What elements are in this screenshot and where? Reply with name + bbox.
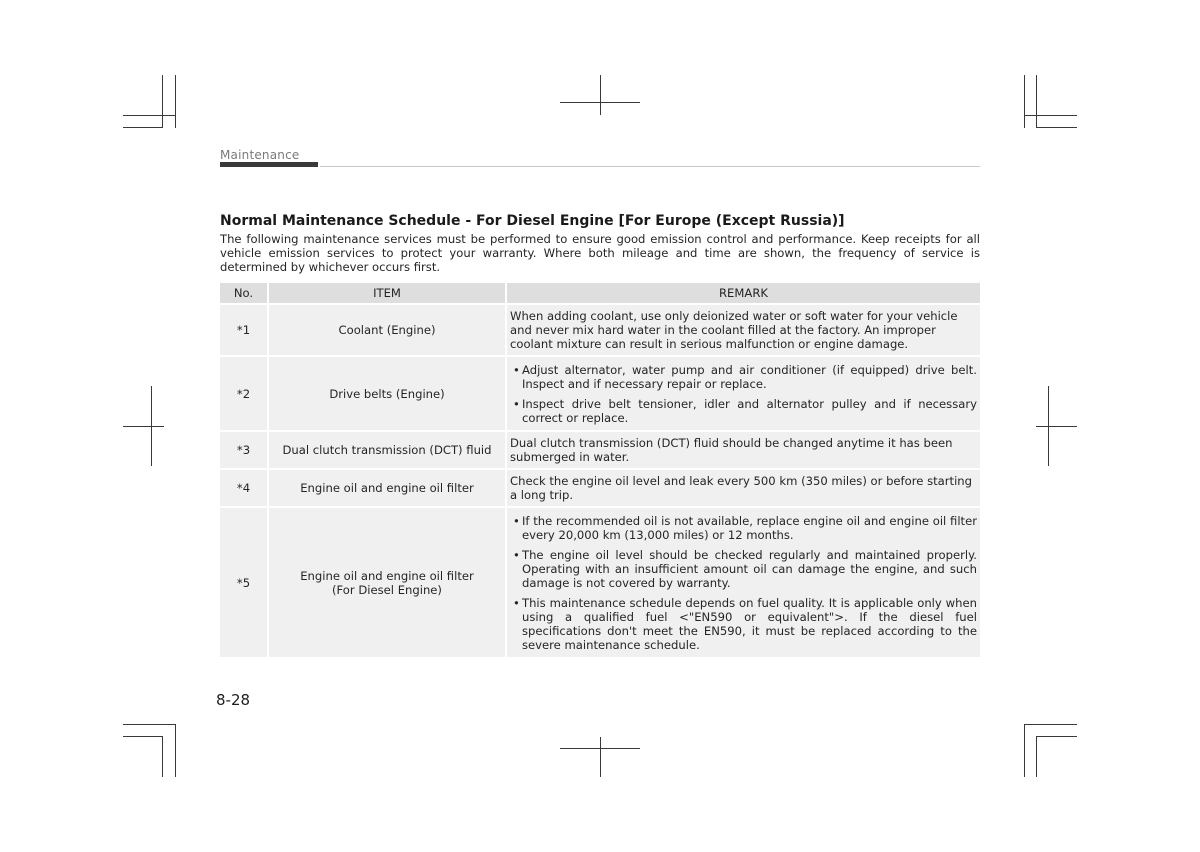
row-remark bbox=[506, 507, 980, 657]
crop-mark bbox=[1024, 724, 1077, 725]
crop-mark bbox=[1036, 736, 1077, 737]
item-text: Engine oil and engine oil filter bbox=[300, 481, 474, 495]
remark-bullet: • If the recommended oil is not available, replace engine oil and engine oil filter every 20,000 km (13,000 miles) or 12 months. bbox=[510, 514, 977, 542]
remark-list bbox=[510, 514, 977, 652]
remark-text: Dual clutch transmission (DCT) fluid should be changed anytime it has been submerged in water. bbox=[510, 436, 953, 464]
row-number: *1 bbox=[220, 304, 268, 356]
item-text: Coolant (Engine) bbox=[338, 323, 436, 337]
row-remark bbox=[506, 469, 980, 507]
remark-text: Check the engine oil level and leak every 500 km (350 miles) or before starting a long trip. bbox=[510, 474, 972, 502]
crop-mark bbox=[1024, 115, 1077, 116]
remark-list bbox=[510, 363, 977, 425]
header-divider bbox=[320, 166, 980, 167]
row-item bbox=[268, 469, 506, 507]
crop-mark bbox=[1024, 724, 1025, 777]
row-remark bbox=[506, 431, 980, 469]
table-row bbox=[220, 507, 980, 657]
row-item bbox=[268, 304, 506, 356]
crop-mark bbox=[1036, 426, 1077, 427]
row-remark bbox=[506, 356, 980, 431]
remark-bullet: • Adjust alternator, water pump and air conditioner (if equipped) drive belt. Inspect and if necessary repair or replace. bbox=[510, 363, 977, 391]
table-row bbox=[220, 304, 980, 356]
row-number: *4 bbox=[220, 469, 268, 507]
crop-mark bbox=[123, 426, 164, 427]
remark-bullet: • This maintenance schedule depends on fuel quality. It is applicable only when using a qualified fuel <"EN590 or equivalent">. If the diesel fuel specifications don't meet the EN590, it must be replaced according to the severe maintenance schedule. bbox=[510, 596, 977, 652]
column-header-no: No. bbox=[220, 283, 268, 304]
crop-mark bbox=[560, 102, 640, 103]
page-number: 8-28 bbox=[216, 691, 251, 709]
row-item bbox=[268, 356, 506, 431]
crop-mark bbox=[1024, 75, 1025, 128]
table-header-row bbox=[220, 283, 980, 304]
crop-mark bbox=[123, 127, 163, 128]
row-number: *2 bbox=[220, 356, 268, 431]
item-text: Engine oil and engine oil filter bbox=[300, 568, 474, 583]
section-bar bbox=[220, 162, 318, 167]
item-text: Drive belts (Engine) bbox=[329, 386, 445, 401]
crop-mark bbox=[1036, 127, 1077, 128]
table-row bbox=[220, 431, 980, 469]
crop-mark bbox=[123, 724, 176, 725]
item-subtext: (For Diesel Engine) bbox=[332, 582, 442, 597]
item-text: Dual clutch transmission (DCT) fluid bbox=[282, 443, 492, 457]
maintenance-table bbox=[220, 283, 980, 657]
remark-bullet: • Inspect drive belt tensioner, idler and alternator pulley and if necessary correct or replace. bbox=[510, 397, 977, 425]
crop-mark bbox=[175, 724, 176, 777]
crop-mark bbox=[600, 75, 601, 115]
column-header-remark: REMARK bbox=[506, 283, 980, 304]
table-row bbox=[220, 356, 980, 431]
column-header-item: ITEM bbox=[268, 283, 506, 304]
table-row bbox=[220, 469, 980, 507]
crop-mark bbox=[600, 737, 601, 777]
page-title: Normal Maintenance Schedule - For Diesel Engine [For Europe (Except Russia)] bbox=[220, 213, 845, 229]
crop-mark bbox=[162, 736, 163, 777]
row-remark bbox=[506, 304, 980, 356]
crop-mark bbox=[175, 75, 176, 128]
crop-mark bbox=[1036, 75, 1037, 128]
page-content bbox=[220, 212, 980, 657]
remark-bullet: • The engine oil level should be checked regularly and maintained properly. Operating with an insufficient amount oil can damage the engine, and such damage is not covered by warranty. bbox=[510, 548, 977, 590]
crop-mark bbox=[162, 75, 163, 128]
intro-paragraph: The following maintenance services must be performed to ensure good emission control and performance. Keep receipts for all vehicle emission services to protect your warranty. Where both mileage and time are shown, the frequency of service is determined by whichever occurs first. bbox=[220, 232, 980, 274]
remark-text: When adding coolant, use only deionized water or soft water for your vehicle and never mix hard water in the coolant filled at the factory. An improper coolant mixture can result in serious malfunction or engine damage. bbox=[510, 309, 958, 351]
row-item bbox=[268, 431, 506, 469]
section-label: Maintenance bbox=[220, 148, 300, 162]
row-number: *3 bbox=[220, 431, 268, 469]
row-item bbox=[268, 507, 506, 657]
crop-mark bbox=[123, 115, 176, 116]
row-number: *5 bbox=[220, 507, 268, 657]
crop-mark bbox=[123, 736, 163, 737]
crop-mark bbox=[1036, 736, 1037, 777]
